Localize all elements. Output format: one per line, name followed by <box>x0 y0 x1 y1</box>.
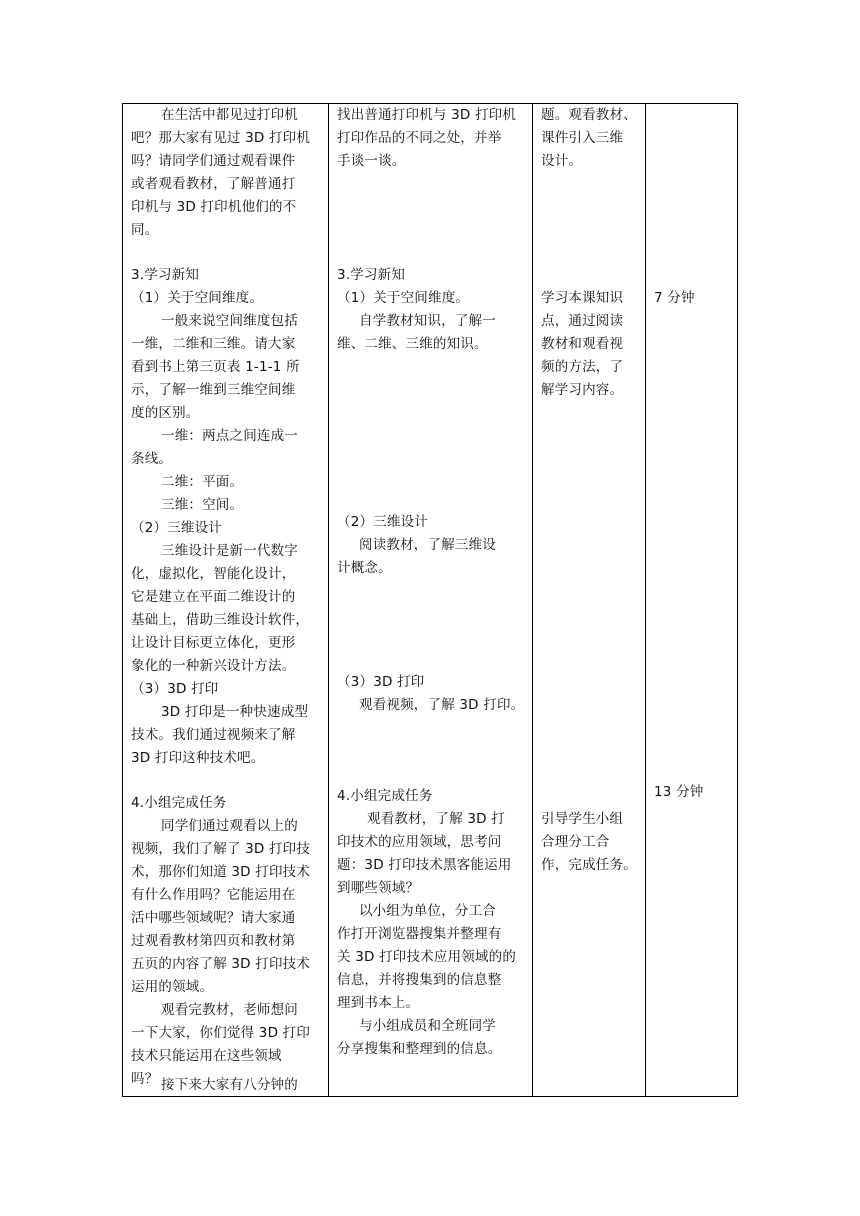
text-line: 阅读教材，了解三维设 <box>359 537 496 553</box>
section-heading: 3.学习新知 <box>337 267 406 283</box>
text-line: 或者观看教材，了解普通打 <box>131 176 296 192</box>
text-line: 观看完教材，老师想问 <box>161 1002 298 1018</box>
subsection-heading: （2）三维设计 <box>337 514 428 530</box>
time-allocation-cell <box>646 104 738 1096</box>
subsection-heading: （2）三维设计 <box>131 520 222 536</box>
text-line: 一般来说空间维度包括 <box>161 313 298 329</box>
text-line: 自学教材知识，了解一 <box>359 313 496 329</box>
text-line: 解学习内容。 <box>541 382 624 398</box>
text-line: 基础上，借助三维设计软件， <box>131 612 310 628</box>
text-line: 合理分工合 <box>541 834 610 850</box>
text-line: 点，通过阅读 <box>541 313 624 329</box>
duration-label: 7 分钟 <box>654 290 695 306</box>
text-line: 技术。我们通过视频来了解 <box>131 727 296 743</box>
text-line: 印技术的应用领域，思考问 <box>337 834 502 850</box>
text-line: 3D 打印这种技术吧。 <box>131 750 265 766</box>
text-line: 同学们通过观看以上的 <box>161 818 298 834</box>
text-line: 3D 打印是一种快速成型 <box>161 704 309 720</box>
design-intent-cell <box>533 104 645 1096</box>
text-line: 让设计目标更立体化，更形 <box>131 635 296 651</box>
text-line: 接下来大家有八分钟的 <box>161 1077 298 1093</box>
text-line: 关 3D 打印技术应用领域的的 <box>337 949 517 965</box>
text-line: 在生活中都见过打印机 <box>161 107 298 123</box>
text-line: 作，完成任务。 <box>541 857 637 873</box>
text-line: 示，了解一维到三维空间维 <box>131 382 296 398</box>
text-line: 一维：两点之间连成一 <box>161 428 298 444</box>
text-line: 打印作品的不同之处，并举 <box>337 130 502 146</box>
text-line: 与小组成员和全班同学 <box>359 1018 496 1034</box>
text-line: 频的方法，了 <box>541 359 624 375</box>
text-line: 理到书本上。 <box>337 995 420 1011</box>
lesson-plan-table <box>122 103 738 1097</box>
text-line: 手谈一谈。 <box>337 153 406 169</box>
text-line: 有什么作用吗？它能运用在 <box>131 887 296 903</box>
duration-label: 13 分钟 <box>654 784 704 800</box>
text-line: 化，虚拟化，智能化设计， <box>131 566 296 582</box>
section-heading: 4.小组完成任务 <box>337 788 433 804</box>
text-line: 信息，并将搜集到的信息整 <box>337 972 502 988</box>
student-activity-cell <box>329 104 532 1096</box>
text-line: 印机与 3D 打印机他们的不 <box>131 199 297 215</box>
text-line: 二维：平面。 <box>161 474 244 490</box>
section-heading: 3.学习新知 <box>131 267 200 283</box>
subsection-heading: （1）关于空间维度。 <box>131 290 264 306</box>
text-line: 度的区别。 <box>131 405 200 421</box>
text-line: 术，那你们知道 3D 打印技术 <box>131 864 311 880</box>
text-line: 以小组为单位，分工合 <box>359 903 496 919</box>
text-line: 吧？那大家有见过 3D 打印机 <box>131 130 311 146</box>
text-line: 吗？ <box>131 1071 159 1087</box>
text-line: 教材和观看视 <box>541 336 624 352</box>
text-line: 分享搜集和整理到的信息。 <box>337 1041 502 1057</box>
text-line: 观看教材，了解 3D 打 <box>367 811 505 827</box>
text-line: 找出普通打印机与 3D 打印机 <box>337 107 517 123</box>
text-line: 一维，二维和三维。请大家 <box>131 336 296 352</box>
subsection-heading: （1）关于空间维度。 <box>337 290 470 306</box>
text-line: 条线。 <box>131 451 173 467</box>
text-line: 活中哪些领域呢？请大家通 <box>131 910 296 926</box>
text-line: 一下大家，你们觉得 3D 打印 <box>131 1025 311 1041</box>
text-line: 技术只能运用在这些领域 <box>131 1048 282 1064</box>
text-line: 视频，我们了解了 3D 打印技 <box>131 841 311 857</box>
text-line: 课件引入三维 <box>541 130 624 146</box>
text-line: 观看视频，了解 3D 打印。 <box>359 697 525 713</box>
text-line: 三维设计是新一代数字 <box>161 543 298 559</box>
text-line: 过观看教材第四页和教材第 <box>131 933 296 949</box>
text-line: 三维：空间。 <box>161 497 244 513</box>
text-line: 维、二维、三维的知识。 <box>337 336 488 352</box>
text-line: 设计。 <box>541 153 583 169</box>
text-line: 吗？请同学们通过观看课件 <box>131 153 296 169</box>
text-line: 同。 <box>131 222 159 238</box>
text-line: 运用的领域。 <box>131 979 214 995</box>
text-line: 五页的内容了解 3D 打印技术 <box>131 956 311 972</box>
subsection-heading: （3）3D 打印 <box>337 674 425 690</box>
text-line: 看到书上第三页表 1-1-1 所 <box>131 359 300 375</box>
text-line: 作打开浏览器搜集并整理有 <box>337 926 502 942</box>
text-line: 题。观看教材、 <box>541 107 637 123</box>
text-line: 题：3D 打印技术黑客能运用 <box>337 857 512 873</box>
text-line: 引导学生小组 <box>541 811 624 827</box>
text-line: 学习本课知识 <box>541 290 624 306</box>
text-line: 到哪些领域？ <box>337 880 420 896</box>
subsection-heading: （3）3D 打印 <box>131 681 219 697</box>
text-line: 它是建立在平面二维设计的 <box>131 589 296 605</box>
section-heading: 4.小组完成任务 <box>131 795 227 811</box>
teacher-activity-cell <box>123 104 328 1096</box>
text-line: 象化的一种新兴设计方法。 <box>131 658 296 674</box>
text-line: 计概念。 <box>337 560 392 576</box>
